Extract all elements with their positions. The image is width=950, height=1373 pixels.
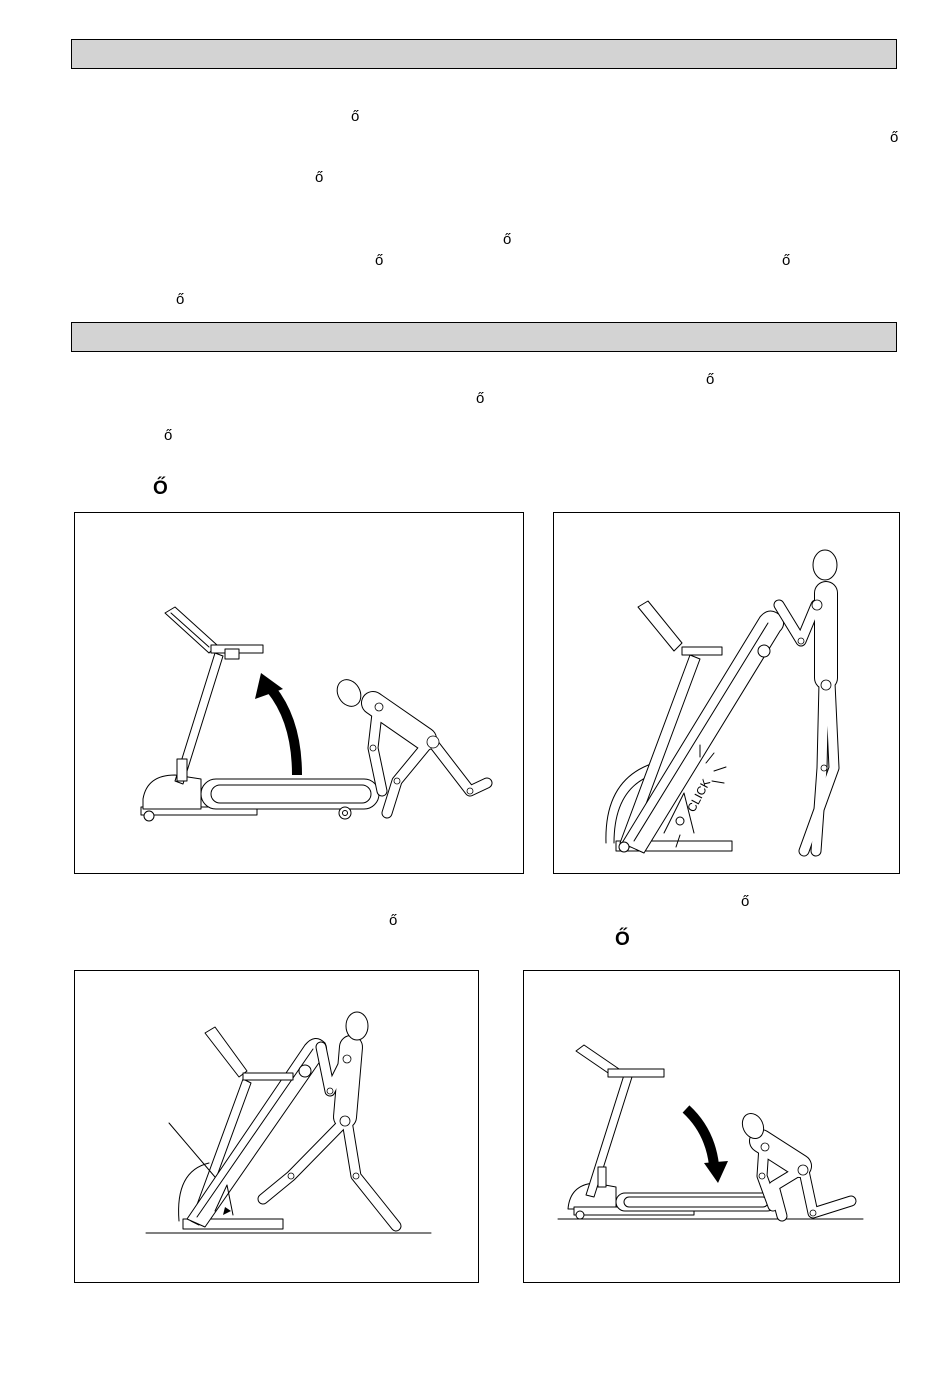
running-deck <box>201 779 379 809</box>
console-edge <box>171 613 209 647</box>
lift-arrow <box>255 673 297 775</box>
treadmill-flat <box>141 607 379 821</box>
controller-box <box>598 1167 606 1187</box>
lower-arrow <box>686 1109 728 1183</box>
folding-subheading: Ő <box>153 478 168 499</box>
figure-lift-deck <box>74 512 524 874</box>
lower-deck-illustration <box>524 971 901 1284</box>
head <box>346 1012 368 1040</box>
console <box>165 607 217 653</box>
roller-knob <box>299 1065 311 1077</box>
rear-wheel <box>339 807 351 819</box>
pointer-line <box>169 1123 215 1177</box>
lift-deck-illustration <box>75 513 525 875</box>
release-arrow <box>223 1207 231 1215</box>
click-label: CLICK <box>684 776 714 815</box>
front-wheel <box>619 842 629 852</box>
motor-hood <box>143 775 201 809</box>
release-lock-illustration <box>75 971 480 1284</box>
text-fragment: ő <box>176 291 185 308</box>
text-fragment: ő <box>164 427 173 444</box>
handlebar-clamp <box>225 649 239 659</box>
text-fragment: ő <box>389 912 398 929</box>
lunging-person <box>263 1012 396 1226</box>
running-deck <box>616 1193 776 1211</box>
handlebar <box>608 1069 664 1077</box>
handlebar <box>243 1073 293 1080</box>
figure-release-lock <box>74 970 479 1283</box>
folded-locked-illustration <box>554 513 901 875</box>
text-fragment: ő <box>351 108 360 125</box>
text-fragment: ő <box>890 129 899 146</box>
text-fragment: ő <box>476 390 485 407</box>
text-fragment: ő <box>706 371 715 388</box>
figure-folded-locked <box>553 512 900 874</box>
section-header-bar-2 <box>71 322 897 352</box>
front-wheel <box>576 1211 584 1219</box>
standing-person <box>779 550 837 851</box>
roller-knob <box>758 645 770 657</box>
text-fragment: ő <box>503 231 512 248</box>
text-fragment: ő <box>782 252 791 269</box>
belt <box>634 623 768 841</box>
console <box>205 1027 247 1077</box>
section-header-bar-1 <box>71 39 897 69</box>
treadmill-folded <box>606 601 784 853</box>
text-fragment: ő <box>741 893 750 910</box>
treadmill-folded <box>169 1027 327 1229</box>
head <box>332 675 365 710</box>
front-wheel <box>144 811 154 821</box>
text-fragment: ő <box>375 252 384 269</box>
console <box>638 601 682 651</box>
text-fragment: ő <box>315 169 324 186</box>
unfolding-subheading: Ő <box>615 929 630 950</box>
figure-lower-deck <box>523 970 900 1283</box>
controller-box <box>177 759 187 781</box>
upright-post <box>586 1075 632 1197</box>
head <box>813 550 837 580</box>
handlebar <box>682 647 722 655</box>
